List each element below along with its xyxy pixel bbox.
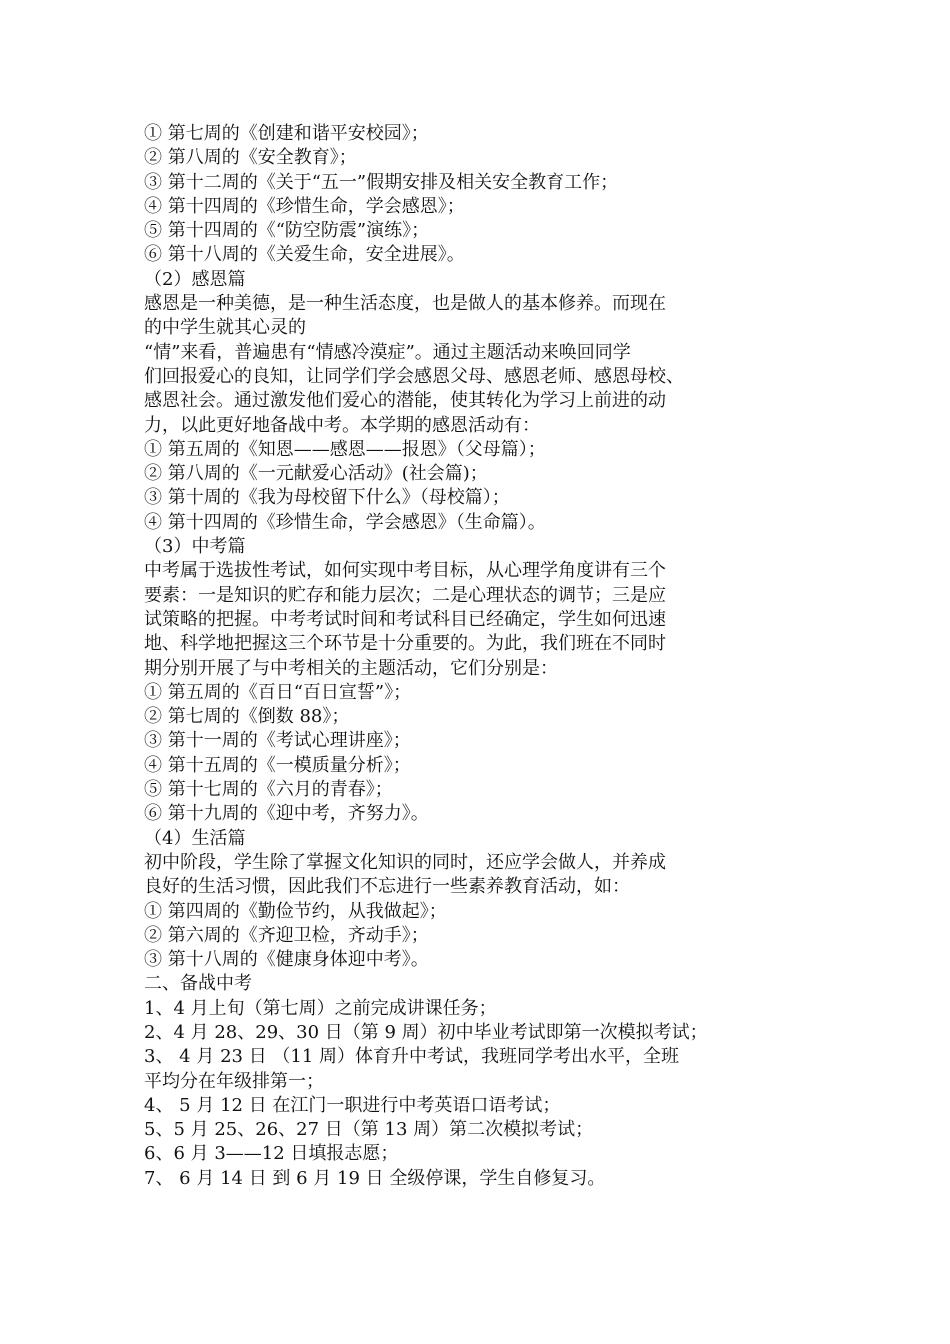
- text-line: ① 第五周的《百日“百日宣誓”》；: [144, 681, 412, 703]
- text-line: 1、4 月上旬（第七周）之前完成讲课任务；: [144, 997, 497, 1019]
- text-line: ③ 第十一周的《考试心理讲座》；: [144, 730, 411, 752]
- text-line: 2、4 月 28、29、30 日（第 9 周）初中毕业考试即第一次模拟考试；: [144, 1021, 708, 1043]
- text-line: “情”来看，普遍患有“情感冷漠症”。通过主题活动来唤回同学: [144, 341, 631, 363]
- text-line: 4、 5 月 12 日 在江门一职进行中考英语口语考试；: [144, 1094, 561, 1116]
- text-line: 5、5 月 25、26、27 日（第 13 周）第二次模拟考试；: [144, 1119, 594, 1141]
- section-heading: 二、备战中考: [144, 973, 252, 995]
- text-line: 感恩社会。通过激发他们爱心的潜能，使其转化为学习上前进的动: [144, 390, 666, 412]
- text-line: ② 第七周的《倒数 88》；: [144, 706, 350, 728]
- text-line: 地、科学地把握这三个环节是十分重要的。为此，我们班在不同时: [144, 633, 666, 655]
- text-line: 良好的生活习惯，因此我们不忘进行一些素养教育活动，如：: [144, 876, 630, 898]
- text-line: ① 第七周的《创建和谐平安校园》；: [144, 123, 429, 144]
- text-line: 力，以此更好地备战中考。本学期的感恩活动有：: [144, 414, 540, 436]
- text-line: 6、6 月 3——12 日填报志愿；: [144, 1143, 399, 1165]
- text-line: 感恩是一种美德，是一种生活态度，也是做人的基本修养。而现在: [144, 293, 666, 315]
- text-line: ③ 第十八周的《健康身体迎中考》。: [144, 949, 429, 971]
- text-line: ⑤ 第十四周的《“防空防震”演练》；: [144, 220, 430, 242]
- text-line: ① 第五周的《知恩——感恩——报恩》（父母篇）；: [144, 438, 546, 460]
- section-heading: （2）感恩篇: [144, 268, 246, 290]
- text-line: 的中学生就其心灵的: [144, 317, 306, 339]
- text-line: ① 第四周的《勤俭节约，从我做起》；: [144, 900, 447, 922]
- text-line: ② 第六周的《齐迎卫检，齐动手》；: [144, 924, 429, 946]
- text-line: 要素：一是知识的贮存和能力层次；二是心理状态的调节；三是应: [144, 584, 666, 606]
- text-line: 们回报爱心的良知，让同学们学会感恩父母、感恩老师、感恩母校、: [144, 365, 684, 387]
- text-line: ④ 第十四周的《珍惜生命，学会感恩》（生命篇）。: [144, 511, 546, 533]
- text-line: ② 第八周的《安全教育》；: [144, 147, 357, 169]
- text-line: 初中阶段，学生除了掌握文化知识的同时，还应学会做人，并养成: [144, 851, 666, 873]
- text-line: 期分别开展了与中考相关的主题活动，它们分别是：: [144, 657, 558, 679]
- text-line: ② 第八周的《一元献爱心活动》(社会篇)；: [144, 463, 488, 485]
- text-line: 试策略的把握。中考考试时间和考试科目已经确定，学生如何迅速: [144, 608, 666, 630]
- text-line: ④ 第十四周的《珍惜生命，学会感恩》；: [144, 195, 465, 217]
- text-line: ④ 第十五周的《一模质量分析》；: [144, 754, 411, 776]
- text-line: 中考属于选拔性考试，如何实现中考目标，从心理学角度讲有三个: [144, 560, 666, 582]
- section-heading: （3）中考篇: [144, 536, 246, 558]
- text-line: ③ 第十周的《我为母校留下什么》（母校篇）；: [144, 487, 510, 509]
- text-line: ⑤ 第十七周的《六月的青春》；: [144, 779, 393, 801]
- document-body: [144, 122, 824, 1191]
- text-line: 3、 4 月 23 日 （11 周）体育升中考试，我班同学考出水平，全班: [144, 1046, 680, 1068]
- section-heading: （4）生活篇: [144, 827, 246, 849]
- text-line: 平均分在年级排第一；: [144, 1070, 324, 1092]
- text-line: ⑥ 第十九周的《迎中考，齐努力》。: [144, 803, 429, 825]
- text-line: ⑥ 第十八周的《关爱生命，安全进展》。: [144, 244, 465, 266]
- text-line: ③ 第十二周的《关于“五一”假期安排及相关安全教育工作；: [144, 171, 619, 193]
- text-line: 7、 6 月 14 日 到 6 月 19 日 全级停课，学生自修复习。: [144, 1167, 606, 1189]
